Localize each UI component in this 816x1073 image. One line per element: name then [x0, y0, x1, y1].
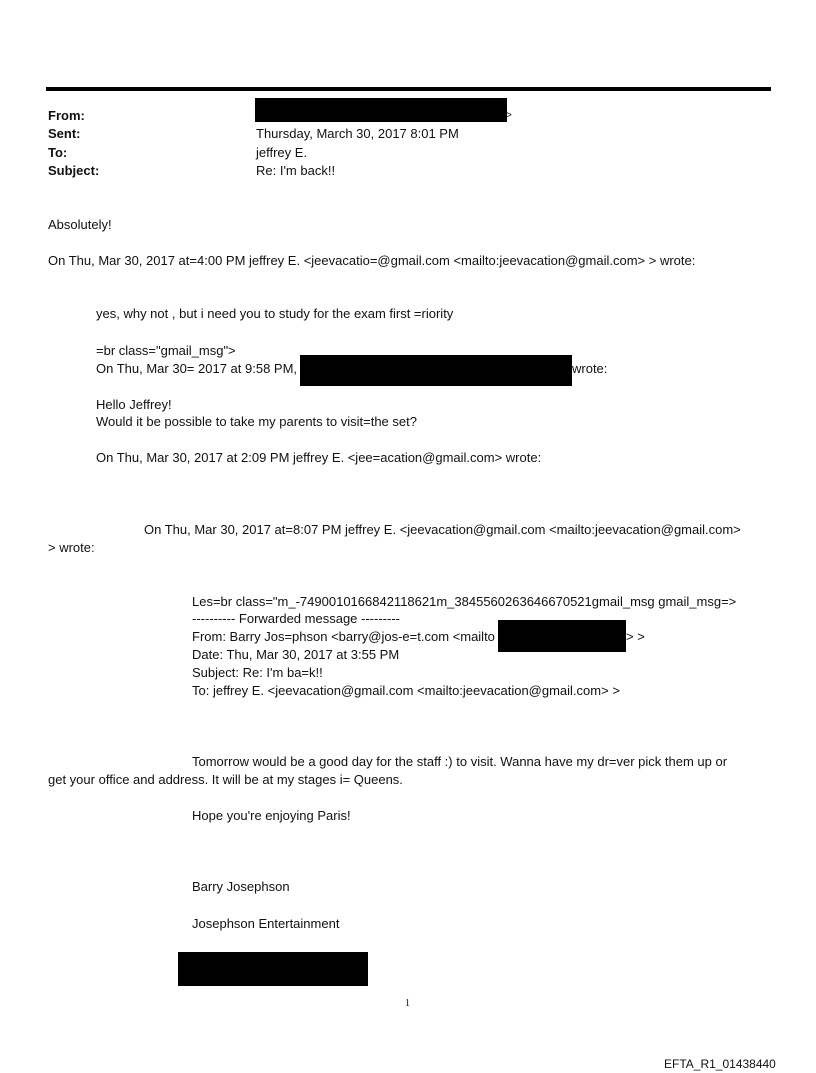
subject-value: Re: I'm back!!	[256, 163, 336, 178]
quote2-greeting: Hello Jeffrey!	[96, 397, 172, 412]
message-line-1: Tomorrow would be a good day for the staff :) to visit. Wanna have my dr=ver pick them up or	[192, 754, 728, 769]
to-label: To:	[48, 145, 68, 160]
from-label: From:	[48, 108, 85, 123]
document-id-stamp: EFTA_R1_01438440	[664, 1057, 776, 1071]
signature-company: Josephson Entertainment	[192, 916, 340, 931]
quote2-header-pre: On Thu, Mar 30= 2017 at 9:58 PM,	[96, 361, 298, 376]
redacted-sender-email	[300, 355, 572, 386]
fwd-to: To: jeffrey E. <jeevacation@gmail.com <mailto:jeevacation@gmail.com> >	[192, 683, 620, 698]
header-rule	[46, 87, 771, 91]
from-value-tail: >	[506, 110, 512, 121]
quote3-header: On Thu, Mar 30, 2017 at 2:09 PM jeffrey E. <jee=acation@gmail.com> wrote:	[96, 450, 542, 465]
fwd-date: Date: Thu, Mar 30, 2017 at 3:55 PM	[192, 647, 400, 662]
quote1-header: On Thu, Mar 30, 2017 at=4:00 PM jeffrey E. <jeevacatio=@gmail.com <mailto:jeevacation@gmail.com> > wrote:	[48, 253, 696, 268]
message-paris: Hope you're enjoying Paris!	[192, 808, 351, 823]
quote1-text: yes, why not , but i need you to study for the exam first =riority	[96, 306, 454, 321]
quote4-header-line1: On Thu, Mar 30, 2017 at=8:07 PM jeffrey E. <jeevacation@gmail.com <mailto:jeevacation@gmail.com>	[144, 522, 741, 537]
fwd-subject: Subject: Re: I'm ba=k!!	[192, 665, 323, 680]
quote2-text: Would it be possible to take my parents to visit=the set?	[96, 414, 417, 429]
fwd-divider: ---------- Forwarded message ---------	[192, 611, 400, 626]
redacted-from-address	[255, 98, 507, 122]
signature-name: Barry Josephson	[192, 879, 290, 894]
redacted-mailto-address	[498, 620, 626, 652]
quote4-header-line2: > wrote:	[48, 540, 95, 555]
fwd-from-pre: From: Barry Jos=phson <barry@jos-e=t.com <mailto	[192, 629, 495, 644]
quote2-br-artifact: =br class="gmail_msg">	[96, 343, 236, 358]
fwd-br-artifact: Les=br class="m_-7490010166842118621m_3845560263646670521gmail_msg gmail_msg=>	[192, 594, 737, 609]
sent-label: Sent:	[48, 126, 81, 141]
page-number: 1	[405, 998, 410, 1009]
sent-value: Thursday, March 30, 2017 8:01 PM	[256, 126, 459, 141]
to-value: jeffrey E.	[256, 145, 308, 160]
message-line-2: get your office and address. It will be at my stages i= Queens.	[48, 772, 403, 787]
reply-text: Absolutely!	[48, 217, 112, 232]
fwd-from-post: > >	[626, 629, 645, 644]
subject-label: Subject:	[48, 163, 100, 178]
quote2-header-post: wrote:	[572, 361, 608, 376]
redacted-signature-block	[178, 952, 368, 986]
